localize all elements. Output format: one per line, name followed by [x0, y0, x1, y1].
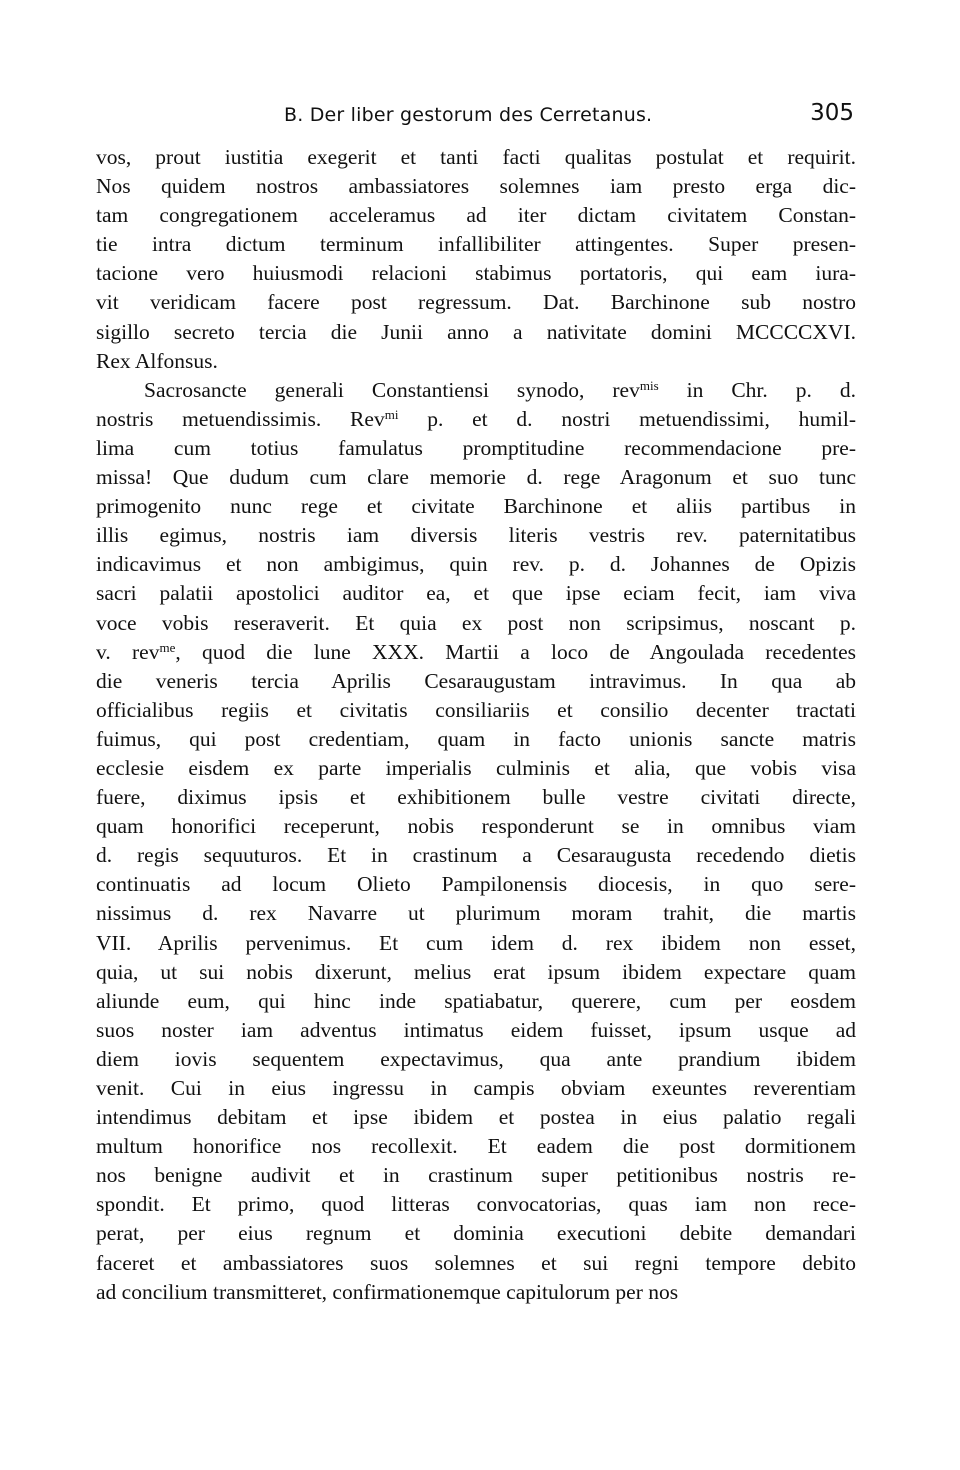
text-line: suos noster iam adventus intimatus eidem fuisset, ipsum usque ad	[96, 1017, 856, 1042]
superscript-abbreviation: mis	[639, 377, 659, 393]
text-line: quia, ut sui nobis dixerunt, melius erat ipsum ibidem expectare quam	[96, 959, 856, 984]
text-line: Sacrosancte generali Constantiensi synodo, rev$^{mis}$ in Chr. p. d.	[144, 377, 856, 402]
text-line: d. regis sequuturos. Et in crastinum a Cesaraugusta recedendo dietis	[96, 843, 856, 868]
text-line: intendimus debitam et ipse ibidem et postea in eius palatio regali	[96, 1105, 856, 1130]
text-line: aliunde eum, qui hinc inde spatiabatur, querere, cum per eosdem	[96, 988, 856, 1013]
text-line: primogenito nunc rege et civitate Barchinone et aliis partibus in	[96, 494, 856, 519]
running-title: B. Der liber gestorum des Cerretanus.	[284, 104, 653, 126]
text-line: tie intra dictum terminum infallibiliter attingentes. Super presen-	[96, 232, 856, 257]
text-line: quam honorifici receperunt, nobis responderunt se in omnibus viam	[96, 814, 856, 839]
text-line: lima cum totius famulatus promptitudine recommendacione pre-	[96, 435, 856, 460]
text-line: vos, prout iustitia exegerit et tanti facti qualitas postulat et requirit.	[96, 145, 856, 169]
text-line: fuere, diximus ipsis et exhibitionem bulle vestre civitati directe,	[96, 785, 856, 810]
page-number: 305	[810, 100, 854, 126]
text-line: Nos quidem nostros ambassiatores solemnes iam presto erga dic-	[96, 174, 856, 199]
text-line: v. rev$^{me}$, quod die lune XXX. Martii a loco de Angoulada recedentes	[96, 639, 856, 664]
text-line: die veneris tercia Aprilis Cesaraugustam intravimus. In qua ab	[96, 668, 856, 693]
paragraph-1	[96, 143, 856, 376]
superscript-abbreviation: mi	[384, 406, 399, 422]
text-line: sacri palatii apostolici auditor ea, et que ipse eciam fecit, iam viva	[96, 581, 856, 606]
text-line: continuatis ad locum Olieto Pampilonensis diocesis, in quo sere-	[96, 872, 856, 897]
text-line: fuimus, qui post credentiam, quam in facto unionis sancte matris	[96, 726, 856, 751]
superscript-abbreviation: me	[159, 639, 176, 655]
text-line: indicavimus et non ambigimus, quin rev. p. d. Johannes de Opizis	[96, 552, 856, 577]
text-line: nissimus d. rex Navarre ut plurimum moram trahit, die martis	[96, 901, 856, 926]
text-line: perat, per eius regnum et dominia executioni debite demandari	[96, 1221, 856, 1246]
text-line: ad concilium transmitteret, confirmationemque capitulorum per nos	[96, 1279, 679, 1304]
running-head	[96, 96, 856, 136]
text-line: nos benigne audivit et in crastinum super petitionibus nostris re-	[96, 1163, 856, 1188]
body-text	[96, 143, 856, 1307]
text-line: illis egimus, nostris iam diversis literis vestris rev. paternitatibus	[96, 523, 856, 548]
text-line: tacione vero huiusmodi relacioni stabimus portatoris, qui eam iura-	[96, 261, 856, 286]
text-line: venit. Cui in eius ingressu in campis obviam exeuntes reverentiam	[96, 1076, 856, 1100]
text-line: nostris metuendissimis. Rev$^{mi}$ p. et d. nostri metuendissimi, humil-	[96, 406, 856, 431]
text-line: officialibus regiis et civitatis consiliariis et consilio decenter tractati	[96, 697, 856, 722]
text-line: faceret et ambassiatores suos solemnes et sui regni tempore debito	[96, 1250, 856, 1275]
text-line: vit veridicam facere post regressum. Dat. Barchinone sub nostro	[96, 290, 856, 315]
text-line: tam congregationem acceleramus ad iter dictam civitatem Constan-	[96, 203, 856, 228]
text-line: diem iovis sequentem expectavimus, qua ante prandium ibidem	[96, 1046, 856, 1071]
text-line: sigillo secreto tercia die Junii anno a nativitate domini MCCCCXVI.	[96, 319, 856, 344]
text-line: Rex Alfonsus.	[96, 348, 218, 373]
text-line: multum honorifice nos recollexit. Et eadem die post dormitionem	[96, 1134, 856, 1159]
text-line: missa! Que dudum cum clare memorie d. rege Aragonum et suo tunc	[96, 465, 856, 490]
paragraph-2	[96, 376, 856, 1307]
text-line: VII. Aprilis pervenimus. Et cum idem d. rex ibidem non esset,	[96, 930, 856, 955]
text-line: spondit. Et primo, quod litteras convocatorias, quas iam non rece-	[96, 1192, 856, 1217]
book-page	[96, 96, 856, 1307]
text-line: ecclesie eisdem ex parte imperialis culminis et alia, que vobis visa	[96, 755, 856, 780]
text-line: voce vobis reseraverit. Et quia ex post non scripsimus, noscant p.	[96, 610, 856, 635]
